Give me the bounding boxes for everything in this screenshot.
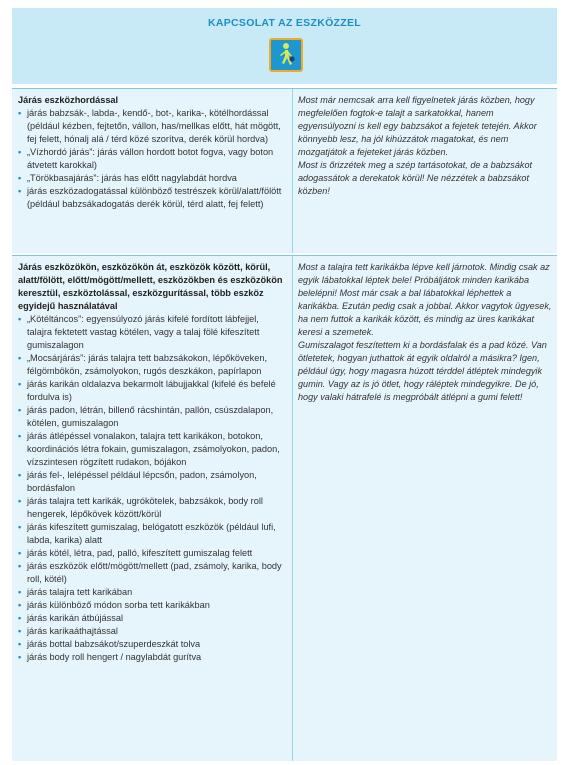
- instruction-paragraph: Most is őrizzétek meg a szép tartásotokat, de a babzsákot adogassátok a derekatok körül! Ne nézzétek a babzsákot közben!: [298, 160, 533, 196]
- instruction-column: [298, 94, 553, 198]
- list-item: • járás fel-, lelépéssel például lépcsőn, padon, zsámolyon, bordásfalon: [18, 469, 284, 495]
- header-banner: [12, 8, 557, 84]
- instruction-paragraph: Gumiszalagot feszítettem ki a bordásfalak és a pad közé. Van ötletetek, hogyan juthattok át egyik oldalról a másikra? Igen, például úgy, hogy magasra húzott térddel átléptek mindegyik gumin. Vagy az is jó ötlet, hogy ráléptek mindegyikre. De jó, hogy valaki hátrafelé is megpróbált átlépni a gumi felett!: [298, 340, 547, 402]
- list-item: • járás kifeszített gumiszalag, belógatott eszközök (például lufi, labda, karika) alatt: [18, 521, 284, 547]
- list-item: • járás bottal babzsákot/szuperdeszkát tolva: [18, 638, 284, 651]
- activity-column: [18, 261, 284, 664]
- page-title: KAPCSOLAT AZ ESZKÖZZEL: [207, 17, 361, 29]
- list-item: • járás különböző módon sorba tett karikákban: [18, 599, 284, 612]
- list-item: • járás talajra tett karikák, ugrókötelek, babzsákok, body roll hengerek, lépőkövek között/körül: [18, 495, 284, 521]
- column-divider: [292, 89, 293, 253]
- walking-person-with-ball-icon-graphic: [271, 40, 301, 70]
- list-item: • járás body roll hengert / nagylabdát gurítva: [18, 651, 284, 664]
- activity-list: [18, 313, 284, 664]
- list-item: • járás eszközadogatással különböző testrészek körül/alatt/fölött (például babzsákadogatás derék körül, térd alatt, fej felett): [18, 185, 284, 211]
- list-item: • járás karikaáthajtással: [18, 625, 284, 638]
- section-heading: Járás eszközhordással: [18, 95, 119, 105]
- list-item: • járás átlépéssel vonalakon, talajra tett karikákon, botokon, koordinációs létra fokain, gumiszalagon, zsámolyokon, padon, vízszintesen rögzített rudakon, bójákon: [18, 430, 284, 469]
- list-item: • járás talajra tett karikában: [18, 586, 284, 599]
- instruction-paragraph: Most a talajra tett karikákba lépve kell járnotok. Mindig csak az egyik lábatokkal léptek bele! Próbáljátok minden karikába belelépni! Most már csak a bal lábatokkal léphettek a karikákba. Ezután pedig csak a jobbal. Akkor vagytok ügyesek, ha nem futtok a karikák között, és mindig az üres karikákat keresi a szemetek.: [298, 262, 552, 337]
- table-row: [12, 88, 557, 253]
- list-item: • „Vízhordó járás”: járás vállon hordott botot fogva, vagy boton átvetett karokkal): [18, 146, 284, 172]
- list-item: • „Törökbasajárás”: járás has előtt nagylabdát hordva: [18, 172, 284, 185]
- list-item: • „Kötéltáncos”: egyensúlyozó járás kifelé fordított lábfejjel, talajra fektetett vastag kötélen, vagy a talaj fölé kifeszített gumiszalagon: [18, 313, 284, 352]
- list-item: • „Mocsárjárás”: járás talajra tett babzsákokon, lépőköveken, félgömbökön, zsámolyokon, rugós deszkákon, papírlapon: [18, 352, 284, 378]
- column-divider: [292, 256, 293, 761]
- instruction-column: [298, 261, 553, 404]
- list-item: • járás karikán oldalazva bekarmolt lábujjakkal (kifelé és befelé fordulva is): [18, 378, 284, 404]
- section-heading: Járás eszközökön, eszközökön át, eszközök között, körül, alatt/fölött, előtt/mögött/mellett, eszközökben és eszközökön keresztül, eszköztolással, eszközgurítással, több eszköz egyidejű használatával: [18, 262, 283, 311]
- walking-person-with-ball-icon: [269, 38, 303, 72]
- instruction-paragraph: Most már nemcsak arra kell figyelnetek járás közben, hogy megfelelően fogtok-e talajt a sarkatokkal, hanem egyensúlyozni is kell egy babzsákot a fejetek tetején. Akkor könnyebb lesz, ha jól kihúzzátok magatokat, és nem mozgatjátok a fejeteket járás közben.: [298, 95, 537, 157]
- list-item: • járás karikán átbújással: [18, 612, 284, 625]
- list-item: • járás padon, létrán, billenő rácshintán, pallón, csúszdalapon, kötélen, gumiszalagon: [18, 404, 284, 430]
- table-row: [12, 255, 557, 761]
- list-item: • járás eszközök előtt/mögött/mellett (pad, zsámoly, karika, body roll, kötél): [18, 560, 284, 586]
- activity-list: [18, 107, 284, 211]
- list-item: • járás babzsák-, labda-, kendő-, bot-, karika-, kötélhordással (például kézben, fejtetőn, vállon, has/mellkas előtt, hát mögött, fej felett, hónalj alá / térd közé szorítva, derék körül hordva): [18, 107, 284, 146]
- activity-column: [18, 94, 284, 211]
- list-item: • járás kötél, létra, pad, palló, kifeszített gumiszalag felett: [18, 547, 284, 560]
